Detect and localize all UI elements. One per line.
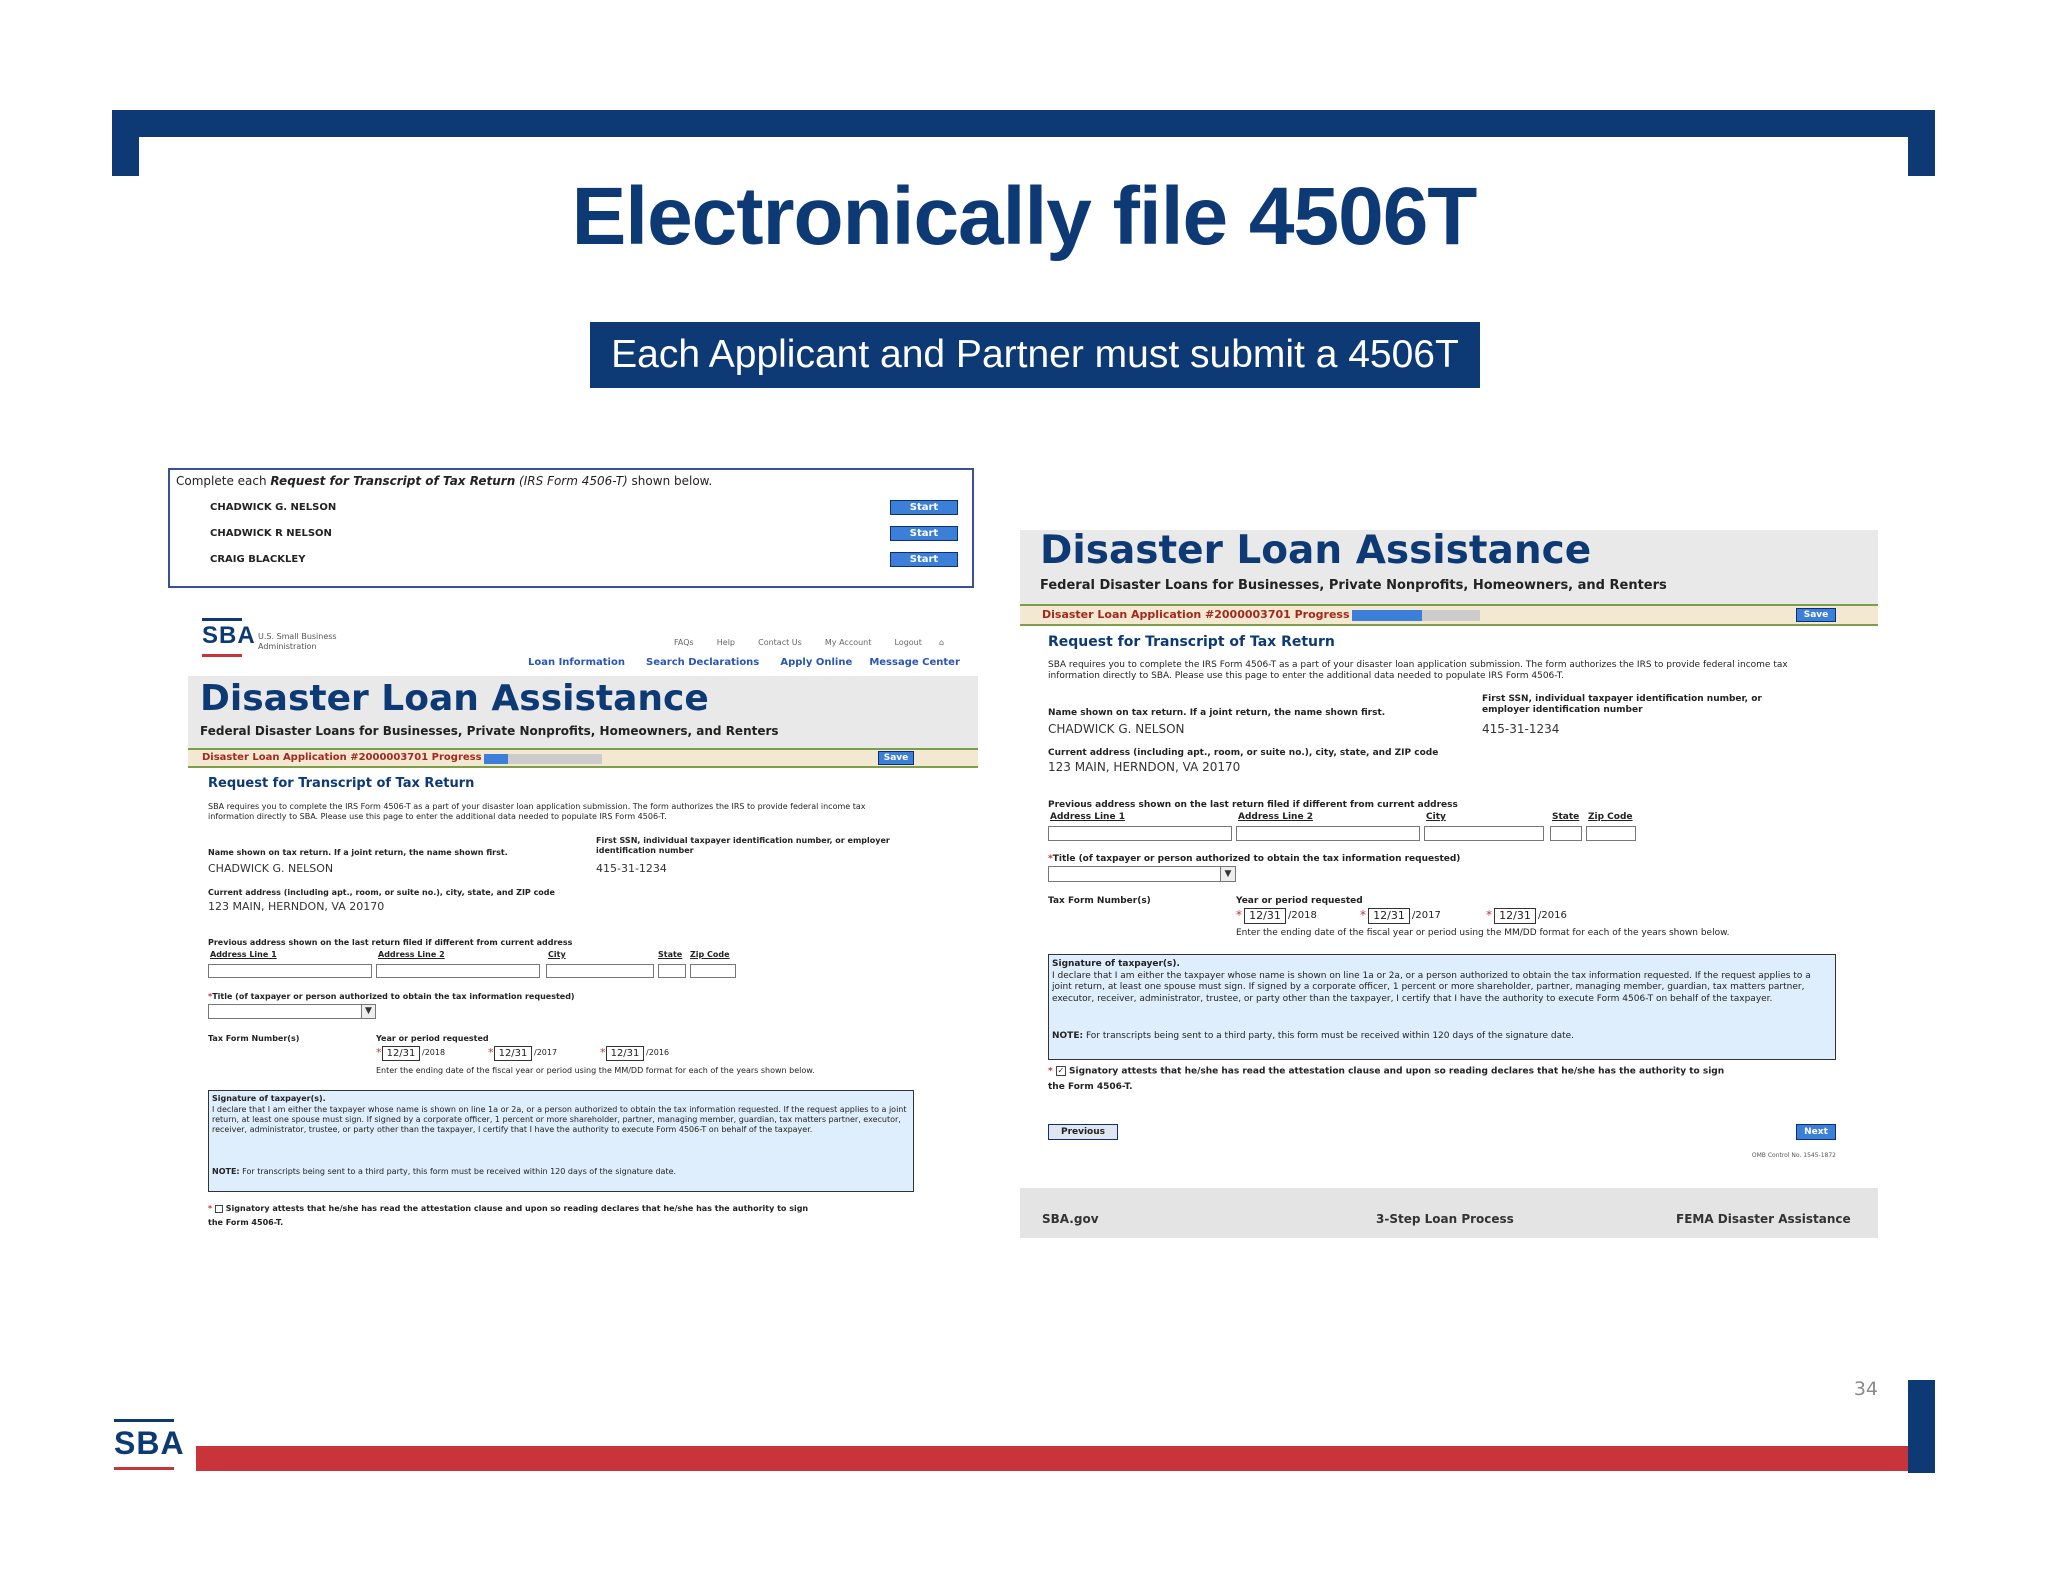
banner: [1020, 530, 1878, 604]
title-label: *Title (of taxpayer or person authorized to obtain the tax information requested): [1048, 854, 1461, 864]
required-marker: *: [1236, 908, 1242, 922]
slide-title: Electronically file 4506T: [571, 171, 1477, 262]
title-select[interactable]: [1048, 866, 1236, 882]
date-input-2018[interactable]: 12/31: [1244, 908, 1286, 924]
sig-title: Signature of taxpayer(s).: [212, 1094, 326, 1103]
addr-line1-label: Address Line 1: [210, 950, 277, 959]
name-value: CHADWICK G. NELSON: [208, 862, 334, 875]
address-line2-input[interactable]: [376, 964, 540, 978]
progress-fill: [1352, 610, 1422, 621]
name-label: Name shown on tax return. If a joint return, the name shown first.: [1048, 708, 1386, 718]
three-step-link[interactable]: 3-Step Loan Process: [1376, 1212, 1514, 1226]
date-input-2016[interactable]: 12/31: [606, 1046, 644, 1061]
banner-subtitle: Federal Disaster Loans for Businesses, Private Nonprofits, Homeowners, and Renters: [1040, 578, 1667, 593]
city-label: City: [1426, 812, 1446, 822]
prev-address-label: Previous address shown on the last return filed if different from current address: [208, 938, 573, 947]
address-line1-input[interactable]: [208, 964, 372, 978]
date-input-2017[interactable]: 12/31: [1368, 908, 1410, 924]
omb-number: OMB Control No. 1545-1872: [1751, 1152, 1836, 1159]
tax-form-label: Tax Form Number(s): [208, 1034, 300, 1043]
ssn-value: 415-31-1234: [596, 862, 667, 875]
address-label: Current address (including apt., room, or suite no.), city, state, and ZIP code: [208, 888, 555, 897]
progress-fill: [484, 754, 508, 764]
intro-text: SBA requires you to complete the IRS Form 4506-T as a part of your disaster loan application submission. The form authorizes the IRS to provide federal income tax information directly to SBA. Please use this page to enter the additional data needed to populate IRS Form 4506-T.: [208, 802, 866, 821]
form-screenshot-left: [188, 610, 978, 1230]
bottom-blue-edge: [1908, 1380, 1935, 1473]
required-marker: *: [1360, 908, 1366, 922]
progress-track: [1352, 610, 1480, 621]
agency-name: U.S. Small Business Administration: [258, 632, 337, 652]
address-line1-input[interactable]: [1048, 826, 1232, 841]
attest-text-2: the Form 4506-T.: [208, 1218, 284, 1227]
year-2017: /2017: [534, 1048, 558, 1057]
slide-subtitle: Each Applicant and Partner must submit a 4506T: [590, 322, 1480, 388]
signature-box: [208, 1090, 914, 1192]
chevron-down-icon: ▼: [361, 1005, 375, 1018]
section-title: Request for Transcript of Tax Return: [208, 776, 475, 791]
sba-gov-link[interactable]: SBA.gov: [1042, 1212, 1099, 1226]
logout-link[interactable]: Logout: [894, 638, 922, 647]
addr-line2-label: Address Line 2: [378, 950, 445, 959]
date-help: Enter the ending date of the fiscal year or period using the MM/DD format for each of the years shown below.: [376, 1066, 815, 1075]
attest-checkbox[interactable]: [215, 1205, 223, 1213]
nav-links: [528, 650, 960, 669]
addr-line2-label: Address Line 2: [1238, 812, 1313, 822]
ssn-label: First SSN, individual taxpayer identification number, or employer identification number: [596, 836, 890, 855]
address-label: Current address (including apt., room, or suite no.), city, state, and ZIP code: [1048, 748, 1439, 758]
top-frame-bar: [112, 110, 1935, 137]
name-value: CHADWICK G. NELSON: [1048, 722, 1185, 736]
intro-text: SBA requires you to complete the IRS Form 4506-T as a part of your disaster loan application submission. The form authorizes the IRS to provide federal income tax information directly to SBA. Please use this page to enter the additional data needed to populate IRS Form 4506-T.: [1048, 660, 1788, 682]
apply-online-link[interactable]: Apply Online: [780, 657, 853, 668]
help-link[interactable]: Help: [716, 638, 736, 647]
loan-information-link[interactable]: Loan Information: [528, 657, 625, 668]
next-button[interactable]: Next: [1796, 1124, 1836, 1140]
date-input-2018[interactable]: 12/31: [382, 1046, 420, 1061]
chevron-down-icon: ▼: [1220, 867, 1235, 881]
instruction-text: Complete each Request for Transcript of Tax Return (IRS Form 4506-T) shown below.: [176, 474, 713, 488]
sba-header-logo: SBA: [202, 622, 256, 650]
progress-bar: [188, 748, 978, 768]
sig-text: I declare that I am either the taxpayer whose name is shown on line 1a or 2a, or a person authorized to obtain the tax information requested. If the request applies to a joint return, at least one spouse must sign. If signed by a corporate officer, 1 percent or more shareholder, partner, managing member, guardian, tax matters partner, executor, receiver, administrator, trustee, or party other than the taxpayer, I certify that I have the authority to execute Form 4506-T on behalf of the taxpayer.: [1052, 971, 1811, 1004]
search-declarations-link[interactable]: Search Declarations: [646, 657, 760, 668]
bottom-red-bar: [196, 1446, 1910, 1471]
year-2016: /2016: [1538, 910, 1567, 921]
title-label: *Title (of taxpayer or person authorized to obtain the tax information requested): [208, 992, 575, 1001]
applicant-list-panel: [168, 468, 974, 588]
my-account-link[interactable]: My Account: [824, 638, 872, 647]
zip-label: Zip Code: [1588, 812, 1633, 822]
applicant-name: CHADWICK R NELSON: [210, 528, 332, 539]
message-center-link[interactable]: Message Center: [869, 657, 960, 668]
section-title: Request for Transcript of Tax Return: [1048, 634, 1335, 650]
date-input-2016[interactable]: 12/31: [1494, 908, 1536, 924]
name-label: Name shown on tax return. If a joint return, the name shown first.: [208, 848, 508, 857]
tax-form-label: Tax Form Number(s): [1048, 896, 1151, 906]
year-2016: /2016: [646, 1048, 670, 1057]
start-button[interactable]: Start: [890, 552, 958, 567]
required-marker: *: [600, 1046, 606, 1059]
save-button[interactable]: Save: [1796, 608, 1836, 622]
zip-input[interactable]: [690, 964, 736, 978]
home-icon[interactable]: ⌂: [938, 638, 945, 647]
progress-track: [484, 754, 602, 764]
attest-row: * Signatory attests that he/she has read the attestation clause and upon so reading declares that he/she has the authority to sign: [208, 1204, 809, 1213]
state-input[interactable]: [658, 964, 686, 978]
year-label: Year or period requested: [1236, 896, 1363, 906]
attest-checkbox[interactable]: ✓: [1057, 1066, 1065, 1075]
date-help: Enter the ending date of the fiscal year or period using the MM/DD format for each of the years shown below.: [1236, 928, 1730, 938]
year-label: Year or period requested: [376, 1034, 489, 1043]
addr-line1-label: Address Line 1: [1050, 812, 1125, 822]
attest-text-2: the Form 4506-T.: [1048, 1082, 1133, 1092]
progress-label: Disaster Loan Application #2000003701 Progress: [202, 752, 482, 763]
previous-button[interactable]: Previous: [1048, 1124, 1118, 1140]
contact-link[interactable]: Contact Us: [758, 638, 802, 647]
form-screenshot-right: [1020, 530, 1878, 1240]
progress-label: Disaster Loan Application #2000003701 Progress: [1042, 608, 1350, 621]
start-button[interactable]: Start: [890, 526, 958, 541]
address-line2-input[interactable]: [1236, 826, 1420, 841]
sig-text: I declare that I am either the taxpayer whose name is shown on line 1a or 2a, or a person authorized to obtain the tax information requested. If the request applies to a joint return, at least one spouse must sign. If signed by a corporate officer, 1 percent or more shareholder, partner, managing member, guardian, tax matters partner, executor, receiver, administrator, trustee, or party other than the taxpayer, I certify that I have the authority to execute Form 4506-T on behalf of the taxpayer.: [212, 1105, 907, 1134]
zip-label: Zip Code: [690, 950, 730, 959]
page-number: 34: [1853, 1378, 1878, 1400]
banner-title: Disaster Loan Assistance: [1040, 528, 1592, 573]
faqs-link[interactable]: FAQs: [674, 638, 694, 647]
ssn-value: 415-31-1234: [1482, 722, 1560, 736]
banner-title: Disaster Loan Assistance: [200, 678, 709, 719]
prev-address-label: Previous address shown on the last return filed if different from current address: [1048, 800, 1458, 810]
attest-row: * ✓ Signatory attests that he/she has read the attestation clause and upon so reading declares that he/she has the authority to sign: [1048, 1066, 1725, 1077]
address-value: 123 MAIN, HERNDON, VA 20170: [1048, 760, 1241, 774]
city-label: City: [548, 950, 566, 959]
applicant-name: CHADWICK G. NELSON: [210, 502, 337, 513]
state-label: State: [1552, 812, 1580, 822]
year-2017: /2017: [1412, 910, 1441, 921]
year-2018: /2018: [1288, 910, 1317, 921]
applicant-name: CRAIG BLACKLEY: [210, 554, 306, 565]
required-marker: *: [376, 1046, 382, 1059]
year-2018: /2018: [422, 1048, 446, 1057]
ssn-label: First SSN, individual taxpayer identification number, or employer identification number: [1482, 694, 1762, 716]
fema-link[interactable]: FEMA Disaster Assistance: [1676, 1212, 1851, 1226]
top-frame-right-edge: [1908, 110, 1935, 176]
top-links: [674, 630, 944, 649]
progress-bar: [1020, 604, 1878, 626]
sig-title: Signature of taxpayer(s).: [1052, 959, 1180, 969]
banner-subtitle: Federal Disaster Loans for Businesses, Private Nonprofits, Homeowners, and Renters: [200, 724, 779, 738]
sig-note: NOTE: For transcripts being sent to a third party, this form must be received within 120 days of the signature date.: [212, 1167, 677, 1176]
footer: [1020, 1188, 1878, 1238]
address-value: 123 MAIN, HERNDON, VA 20170: [208, 900, 385, 913]
sba-footer-logo: SBA: [114, 1425, 185, 1462]
required-marker: *: [1486, 908, 1492, 922]
city-input[interactable]: [1424, 826, 1544, 841]
required-marker: *: [488, 1046, 494, 1059]
date-input-2017[interactable]: 12/31: [494, 1046, 532, 1061]
signature-box: [1048, 954, 1836, 1060]
state-label: State: [658, 950, 683, 959]
start-button[interactable]: Start: [890, 500, 958, 515]
top-frame-left-edge: [112, 110, 139, 176]
title-select[interactable]: [208, 1004, 376, 1019]
zip-input[interactable]: [1586, 826, 1636, 841]
banner: [188, 676, 978, 748]
state-input[interactable]: [1550, 826, 1582, 841]
city-input[interactable]: [546, 964, 654, 978]
sig-note: NOTE: For transcripts being sent to a third party, this form must be received within 120 days of the signature date.: [1052, 1031, 1575, 1041]
save-button[interactable]: Save: [878, 751, 914, 765]
